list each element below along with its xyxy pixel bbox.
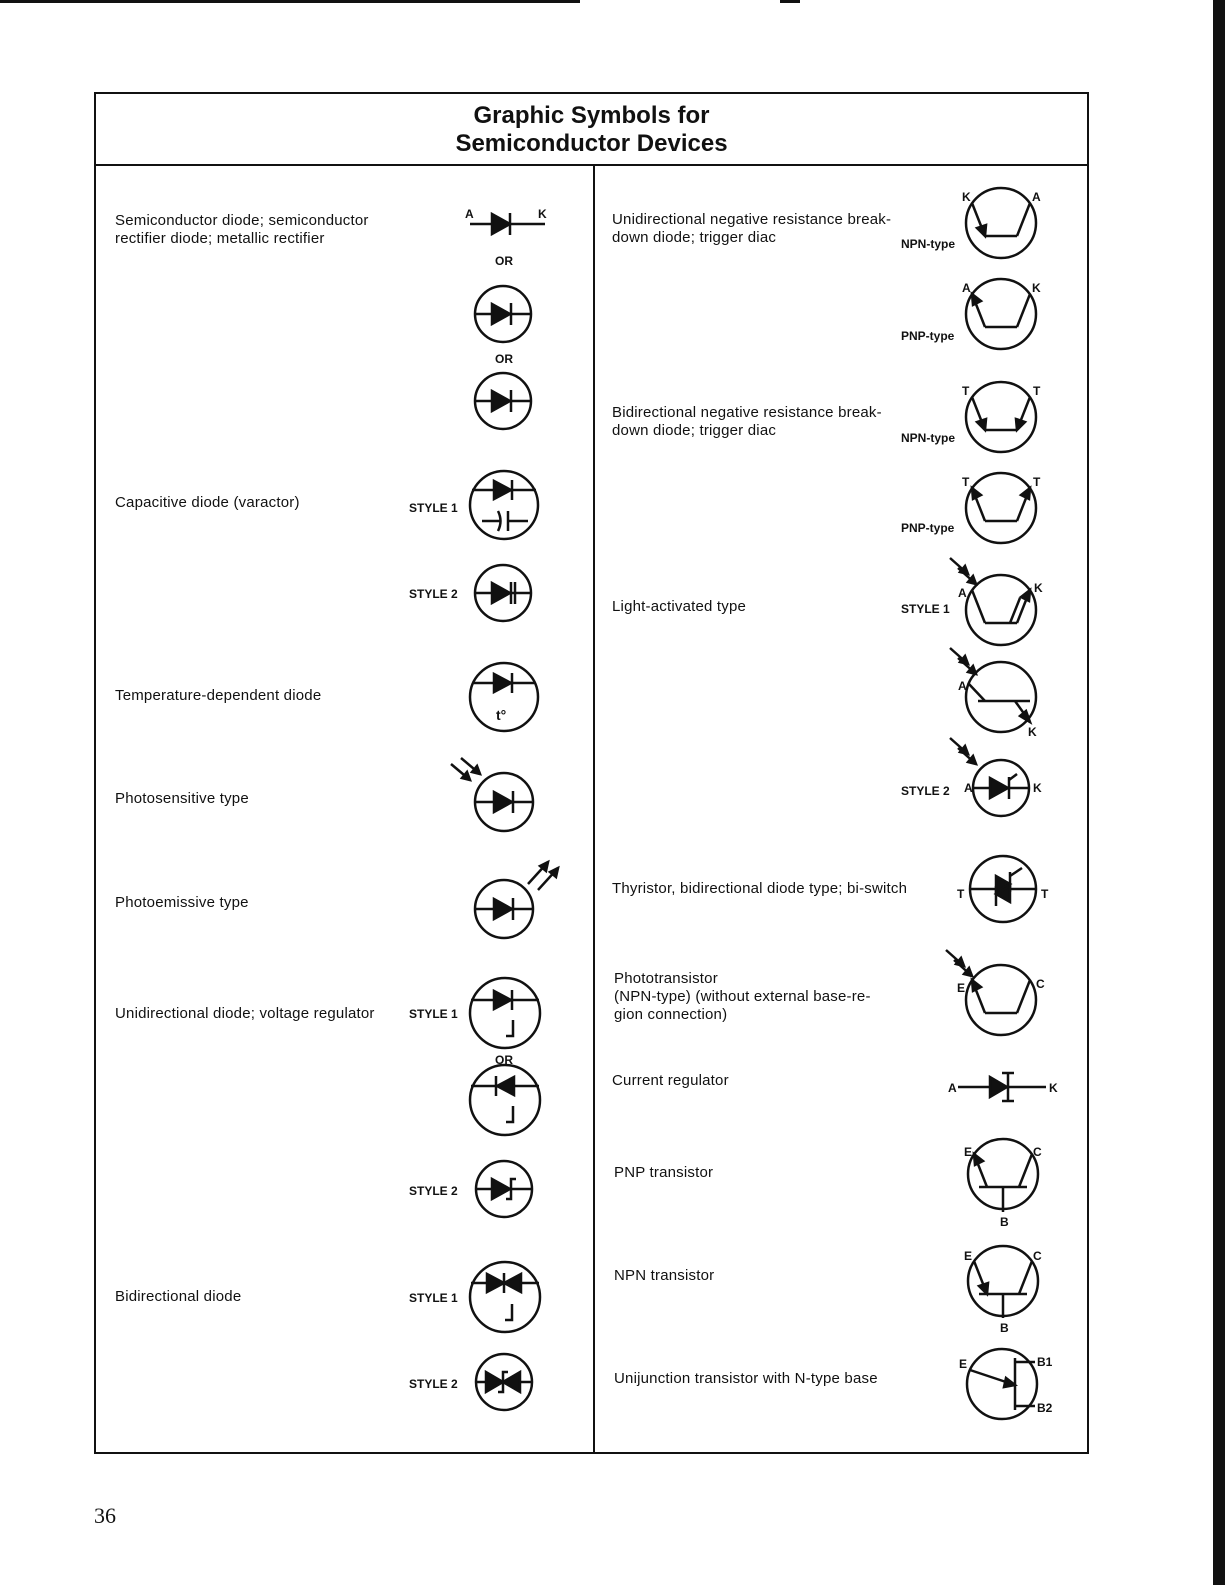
uni-diac-pnp-symbol bbox=[901, 279, 1041, 349]
label-phototransistor-2: (NPN-type) (without external base-re- bbox=[614, 988, 871, 1005]
label-photosensitive: Photosensitive type bbox=[115, 790, 249, 807]
label-bi-neg-resistance-1: Bidirectional negative resistance break- bbox=[612, 404, 882, 421]
label-thyristor: Thyristor, bidirectional diode type; bi-switch bbox=[612, 880, 908, 897]
terminal-b1: B1 bbox=[1037, 1355, 1053, 1369]
label-bidirectional-diode: Bidirectional diode bbox=[115, 1288, 242, 1305]
photosensitive-symbol bbox=[451, 758, 533, 831]
title-line-2: Semiconductor Devices bbox=[455, 130, 728, 157]
bi-diac-npn-symbol bbox=[901, 382, 1041, 452]
or-label: OR bbox=[495, 1053, 513, 1067]
style2-label: STYLE 2 bbox=[901, 784, 950, 798]
bidirectional-style2-symbol bbox=[409, 1354, 532, 1410]
zener-style1-symbol bbox=[409, 978, 540, 1067]
label-phototransistor-1: Phototransistor bbox=[614, 970, 718, 987]
zener-style1-alt-symbol bbox=[470, 1065, 540, 1135]
terminal-e: E bbox=[957, 981, 966, 995]
terminal-e: E bbox=[959, 1357, 968, 1371]
light-activated-style1-symbol bbox=[901, 558, 1043, 645]
terminal-a: A bbox=[958, 679, 967, 693]
or-label: OR bbox=[495, 352, 513, 366]
terminal-k: K bbox=[1034, 581, 1043, 595]
style2-label: STYLE 2 bbox=[409, 587, 458, 601]
terminal-k: K bbox=[1049, 1081, 1058, 1095]
label-uni-neg-resistance-2: down diode; trigger diac bbox=[612, 229, 777, 246]
temperature-label: t° bbox=[496, 707, 507, 723]
or-label: OR bbox=[495, 254, 513, 268]
temperature-diode-symbol bbox=[470, 663, 538, 731]
npn-type-label: NPN-type bbox=[901, 431, 956, 445]
bidirectional-style1-symbol bbox=[409, 1262, 540, 1332]
photoemissive-symbol bbox=[475, 862, 558, 938]
pnp-type-label: PNP-type bbox=[901, 329, 955, 343]
style2-label: STYLE 2 bbox=[409, 1184, 458, 1198]
thyristor-bi-switch-symbol bbox=[957, 856, 1049, 922]
pnp-type-label: PNP-type bbox=[901, 521, 955, 535]
terminal-k: K bbox=[962, 190, 971, 204]
terminal-t: T bbox=[962, 384, 970, 398]
current-regulator-symbol bbox=[948, 1073, 1058, 1101]
terminal-a: A bbox=[1032, 190, 1041, 204]
zener-style2-symbol bbox=[409, 1161, 532, 1217]
title-line-1: Graphic Symbols for bbox=[473, 102, 710, 129]
cathode-label: K bbox=[538, 207, 547, 221]
npn-transistor-symbol bbox=[964, 1246, 1042, 1335]
label-phototransistor-3: gion connection) bbox=[614, 1006, 728, 1023]
terminal-a: A bbox=[964, 781, 973, 795]
terminal-t: T bbox=[962, 475, 970, 489]
terminal-e: E bbox=[964, 1145, 973, 1159]
style1-label: STYLE 1 bbox=[409, 1007, 458, 1021]
phototransistor-symbol bbox=[946, 950, 1045, 1035]
npn-type-label: NPN-type bbox=[901, 237, 956, 251]
style1-label: STYLE 1 bbox=[901, 602, 950, 616]
bi-diac-pnp-symbol bbox=[901, 473, 1041, 543]
light-activated-style2-symbol bbox=[901, 738, 1042, 816]
label-temperature-diode: Temperature-dependent diode bbox=[115, 687, 322, 704]
label-light-activated: Light-activated type bbox=[612, 598, 747, 615]
label-pnp-transistor: PNP transistor bbox=[614, 1164, 714, 1181]
pnp-transistor-symbol bbox=[964, 1139, 1042, 1229]
terminal-t: T bbox=[957, 887, 965, 901]
style1-label: STYLE 1 bbox=[409, 501, 458, 515]
light-activated-alt-symbol bbox=[950, 648, 1037, 739]
anode-label: A bbox=[465, 207, 474, 221]
diode-circle-symbol-alt bbox=[475, 373, 531, 429]
terminal-c: C bbox=[1033, 1145, 1042, 1159]
label-voltage-regulator: Unidirectional diode; voltage regulator bbox=[115, 1005, 375, 1022]
style2-label: STYLE 2 bbox=[409, 1377, 458, 1391]
uni-diac-npn-symbol bbox=[901, 188, 1041, 258]
terminal-b: B bbox=[1000, 1321, 1009, 1335]
terminal-e: E bbox=[964, 1249, 973, 1263]
terminal-t: T bbox=[1033, 384, 1041, 398]
terminal-t: T bbox=[1033, 475, 1041, 489]
label-npn-transistor: NPN transistor bbox=[614, 1267, 715, 1284]
style1-label: STYLE 1 bbox=[409, 1291, 458, 1305]
terminal-k: K bbox=[1033, 781, 1042, 795]
label-capacitive-diode: Capacitive diode (varactor) bbox=[115, 494, 300, 511]
unijunction-symbol bbox=[959, 1349, 1053, 1419]
terminal-b2: B2 bbox=[1037, 1401, 1053, 1415]
terminal-c: C bbox=[1033, 1249, 1042, 1263]
label-current-regulator: Current regulator bbox=[612, 1072, 729, 1089]
page-number: 36 bbox=[94, 1503, 116, 1528]
terminal-k: K bbox=[1032, 281, 1041, 295]
terminal-t: T bbox=[1041, 887, 1049, 901]
terminal-a: A bbox=[958, 586, 967, 600]
terminal-k: K bbox=[1028, 725, 1037, 739]
terminal-a: A bbox=[948, 1081, 957, 1095]
varactor-style1-symbol bbox=[409, 471, 538, 539]
diode-symbol bbox=[465, 207, 547, 268]
label-unijunction: Unijunction transistor with N-type base bbox=[614, 1370, 878, 1387]
label-photoemissive: Photoemissive type bbox=[115, 894, 249, 911]
label-uni-neg-resistance-1: Unidirectional negative resistance break- bbox=[612, 211, 892, 228]
diode-circle-symbol bbox=[475, 286, 531, 366]
varactor-style2-symbol bbox=[409, 565, 531, 621]
label-bi-neg-resistance-2: down diode; trigger diac bbox=[612, 422, 777, 439]
terminal-a: A bbox=[962, 281, 971, 295]
terminal-c: C bbox=[1036, 977, 1045, 991]
label-semiconductor-diode: Semiconductor diode; semiconductor rectifier diode; metallic rectifier bbox=[115, 212, 369, 247]
terminal-b: B bbox=[1000, 1215, 1009, 1229]
